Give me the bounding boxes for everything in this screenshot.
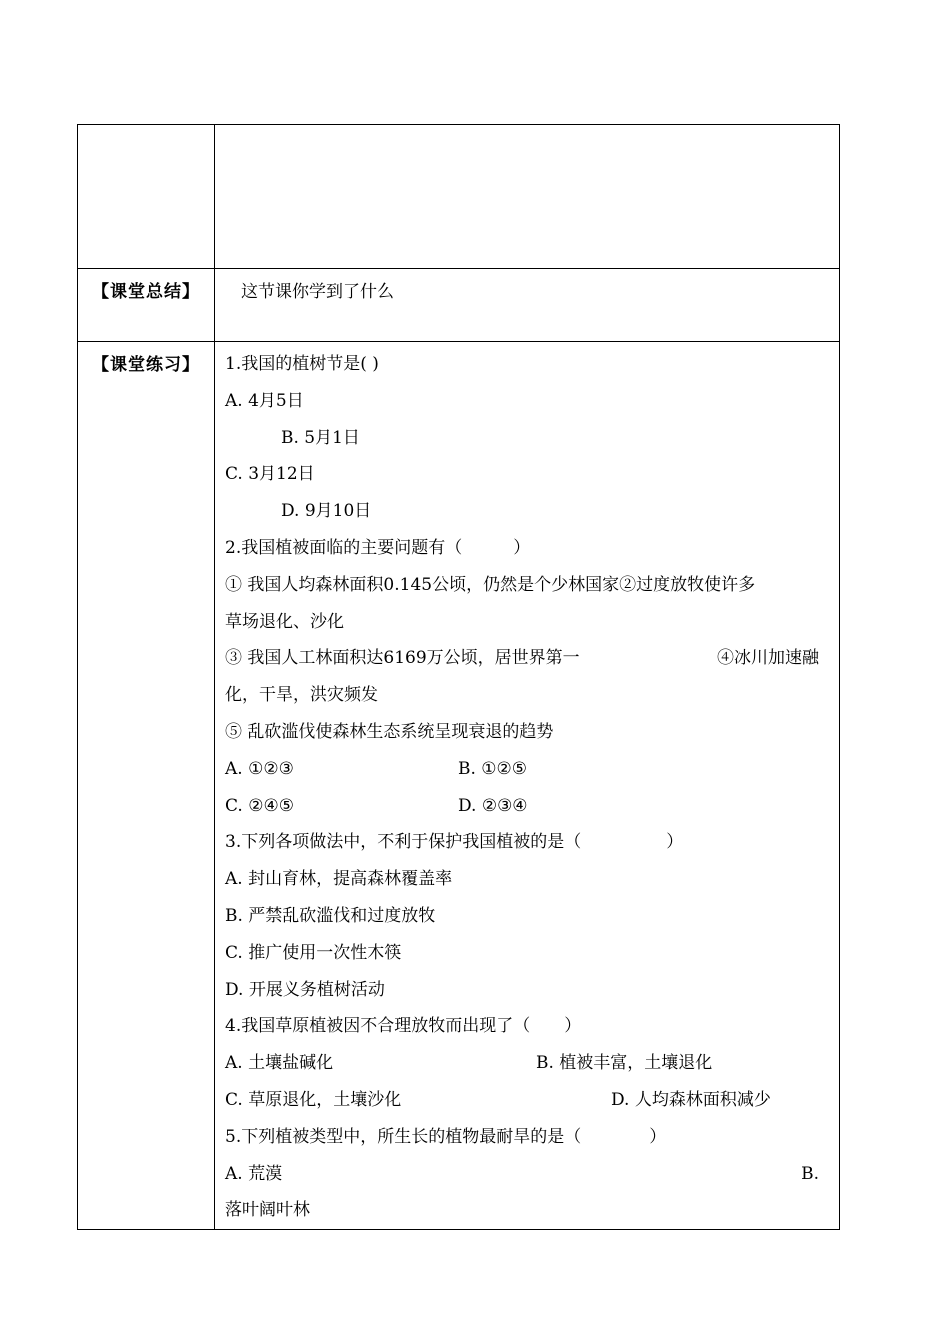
summary-row [78,269,840,342]
q2-statement-1-cont: 草场退化、沙化 [225,611,344,632]
q5-stem: 5.下列植被类型中，所生长的植物最耐旱的是（ ） [225,1126,667,1147]
q2-stem: 2.我国植被面临的主要问题有（ ） [225,537,531,558]
q2-statement-1: ① 我国人均森林面积0.145公顷，仍然是个少林国家②过度放牧使许多 [225,574,756,595]
q4-option-b: B. 植被丰富，土壤退化 [536,1053,713,1074]
q5-option-b: B. [801,1163,819,1184]
q2-statement-3: ③ 我国人工林面积达6169万公顷，居世界第一 [225,648,580,669]
blank-left-cell [78,125,215,269]
q1-option-c: C. 3月12日 [225,464,315,485]
q4-options-cd [225,1082,819,1119]
q4-stem: 4.我国草原植被因不合理放牧而出现了（ ） [225,1016,582,1037]
q5-option-a: A. 荒漠 [225,1163,283,1184]
q3-stem: 3.下列各项做法中，不利于保护我国植被的是（ ） [225,832,684,853]
q4-options-ab [225,1045,819,1082]
q1-stem: 1.我国的植树节是( ) [225,354,379,374]
exercise-row [78,342,840,1230]
summary-prompt: 这节课你学到了什么 [215,269,840,342]
q5-options-ab [225,1156,819,1193]
q3-option-c: C. 推广使用一次性木筷 [225,942,402,963]
q2-options-cd [225,788,819,825]
q2-options-ab [225,751,819,788]
lesson-table [77,124,840,1230]
summary-label: 【课堂总结】 [78,269,215,342]
q4-option-a: A. 土壤盐碱化 [225,1053,334,1074]
exercise-label: 【课堂练习】 [78,342,215,1230]
q2-option-a: A. ①②③ [225,758,294,779]
q3-option-b: B. 严禁乱砍滥伐和过度放牧 [225,905,436,926]
q1-option-d: D. 9月10日 [281,501,372,522]
q1-option-a: A. 4月5日 [225,390,304,411]
q2-statement-4: ④冰川加速融 [717,648,819,669]
q3-option-a: A. 封山育林，提高森林覆盖率 [225,869,453,890]
q3-option-d: D. 开展义务植树活动 [225,979,385,1000]
q2-option-c: C. ②④⑤ [225,795,294,816]
q2-option-d: D. ②③④ [458,795,528,816]
q2-statement-5: ⑤ 乱砍滥伐使森林生态系统呈现衰退的趋势 [225,721,554,742]
q5-option-b-cont: 落叶阔叶林 [225,1200,310,1221]
q2-statement-3-line [225,640,819,677]
q2-statement-4-cont: 化，干旱，洪灾频发 [225,685,378,706]
blank-right-cell [215,125,840,269]
blank-row [78,125,840,269]
exercise-content [215,342,840,1230]
q2-option-b: B. ①②⑤ [458,758,528,779]
q4-option-d: D. 人均森林面积减少 [611,1089,771,1110]
q4-option-c: C. 草原退化，土壤沙化 [225,1089,402,1110]
q1-option-b: B. 5月1日 [281,427,360,448]
